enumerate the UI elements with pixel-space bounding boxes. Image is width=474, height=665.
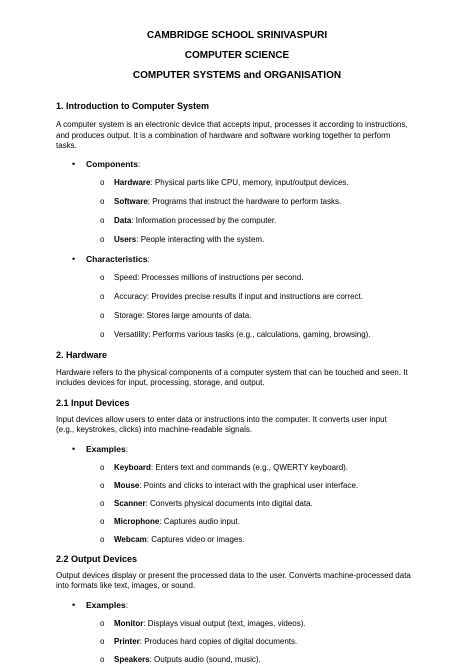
circle-bullet-icon: o	[100, 310, 105, 320]
item-text: Speed: Processes millions of instructions per second.	[114, 272, 304, 282]
list-label: Examples	[86, 443, 126, 454]
item-term: Users	[114, 234, 137, 244]
item-desc: : Points and clicks to interact with the graphical user interface.	[139, 480, 359, 490]
section-input-devices	[56, 397, 418, 545]
item-term: Speakers	[114, 654, 150, 664]
item-term: Keyboard	[114, 462, 151, 472]
list-item	[56, 177, 418, 188]
circle-bullet-icon: o	[100, 234, 105, 244]
item-desc: : Enters text and commands (e.g., QWERTY keyboard).	[150, 462, 349, 472]
circle-bullet-icon: o	[100, 272, 105, 282]
list-item	[56, 253, 418, 265]
section-paragraph	[56, 571, 418, 592]
circle-bullet-icon: o	[100, 196, 105, 206]
input-examples-list	[56, 443, 418, 545]
bullet-icon: •	[72, 253, 76, 264]
item-term: Printer	[114, 636, 140, 646]
section-paragraph	[56, 120, 418, 152]
circle-bullet-icon: o	[100, 215, 105, 225]
circle-bullet-icon: o	[100, 462, 105, 472]
item-term: Webcam	[114, 534, 147, 544]
bullet-icon: •	[72, 443, 76, 454]
section-introduction	[56, 100, 418, 340]
item-desc: : Captures audio input.	[159, 516, 240, 526]
item-term: Scanner	[114, 498, 146, 508]
item-term: Mouse	[114, 480, 140, 490]
paragraph-line: Hardware refers to the physical components of a computer system that can be touched and seen. It	[56, 367, 408, 377]
item-desc: : Information processed by the computer.	[131, 215, 277, 225]
list-item	[56, 516, 418, 527]
paragraph-line: Output devices display or present the processed data to the user. Converts machine-processed data	[56, 570, 411, 580]
paragraph-line: into formats like text, images, or sound.	[56, 581, 196, 590]
subject-title: COMPUTER SCIENCE	[184, 50, 290, 61]
circle-bullet-icon: o	[100, 636, 105, 646]
section-heading: 2.2 Output Devices	[56, 553, 138, 564]
item-text: Accuracy: Provides precise results if input and instructions are correct.	[114, 291, 363, 301]
section-heading: 2.1 Input Devices	[56, 397, 130, 408]
list-item	[56, 158, 418, 170]
item-term: Data	[114, 215, 132, 225]
circle-bullet-icon: o	[100, 516, 105, 526]
item-desc: : People interacting with the system.	[136, 234, 265, 244]
list-item	[56, 534, 418, 545]
paragraph-line: (e.g., keystrokes, clicks) into machine-readable signals.	[56, 425, 253, 434]
item-term: Monitor	[114, 618, 144, 628]
paragraph-line: tasks.	[56, 141, 77, 150]
section-heading: 2. Hardware	[56, 349, 108, 360]
item-text: Storage: Stores large amounts of data.	[114, 310, 252, 320]
item-desc: : Displays visual output (text, images, videos).	[143, 618, 306, 628]
list-item	[56, 618, 418, 629]
bullet-icon: •	[72, 599, 76, 610]
section-paragraph	[56, 415, 418, 436]
list-colon: :	[137, 158, 141, 169]
item-desc: : Programs that instruct the hardware to perform tasks.	[147, 196, 342, 206]
paragraph-line: and produces output. It is a combination of hardware and software working together to perform	[56, 130, 391, 140]
list-item	[56, 599, 418, 611]
section-hardware	[56, 349, 418, 389]
item-desc: : Captures video or images.	[146, 534, 245, 544]
components-list	[56, 158, 418, 340]
document-header	[56, 26, 418, 86]
section-heading: 1. Introduction to Computer System	[56, 101, 210, 111]
circle-bullet-icon: o	[100, 654, 105, 664]
list-item	[56, 462, 418, 473]
list-colon: :	[147, 253, 150, 264]
list-label: Components	[86, 158, 138, 169]
circle-bullet-icon: o	[100, 177, 105, 187]
item-term: Microphone	[114, 516, 160, 526]
section-output-devices	[56, 553, 418, 665]
circle-bullet-icon: o	[100, 498, 105, 508]
list-item	[56, 443, 418, 455]
list-colon: :	[125, 599, 129, 610]
item-term: Software	[114, 196, 148, 206]
paragraph-line: Input devices allow users to enter data or instructions into the computer. It converts user input	[56, 414, 387, 424]
school-name: CAMBRIDGE SCHOOL SRINIVASPURI	[146, 30, 328, 41]
list-item	[56, 329, 418, 340]
list-item	[56, 196, 418, 207]
item-term: Hardware	[114, 177, 151, 187]
list-item	[56, 310, 418, 321]
list-item	[56, 215, 418, 226]
list-item	[56, 291, 418, 302]
circle-bullet-icon: o	[100, 618, 105, 628]
circle-bullet-icon: o	[100, 329, 105, 339]
bullet-icon: •	[72, 158, 76, 169]
list-item	[56, 498, 418, 509]
chapter-title: COMPUTER SYSTEMS and ORGANISATION	[132, 70, 342, 81]
list-colon: :	[125, 443, 129, 454]
list-item	[56, 636, 418, 647]
section-paragraph	[56, 368, 418, 389]
paragraph-line: includes devices for input, processing, storage, and output.	[56, 378, 265, 387]
paragraph-line: A computer system is an electronic device that accepts input, processes it according to instructions,	[56, 120, 408, 129]
list-label: Examples	[86, 599, 126, 610]
item-desc: : Produces hard copies of digital documents.	[139, 636, 298, 646]
list-item	[56, 480, 418, 491]
circle-bullet-icon: o	[100, 480, 105, 490]
list-item	[56, 654, 418, 665]
list-item	[56, 234, 418, 245]
circle-bullet-icon: o	[100, 534, 105, 544]
item-desc: : Physical parts like CPU, memory, input/output devices.	[150, 177, 349, 187]
item-desc: : Outputs audio (sound, music).	[149, 654, 261, 664]
item-text: Versatility: Performs various tasks (e.g., calculations, gaming, browsing).	[114, 329, 371, 339]
item-desc: : Converts physical documents into digital data.	[145, 498, 313, 508]
list-label: Characteristics	[86, 253, 148, 264]
circle-bullet-icon: o	[100, 291, 105, 301]
list-item	[56, 272, 418, 283]
